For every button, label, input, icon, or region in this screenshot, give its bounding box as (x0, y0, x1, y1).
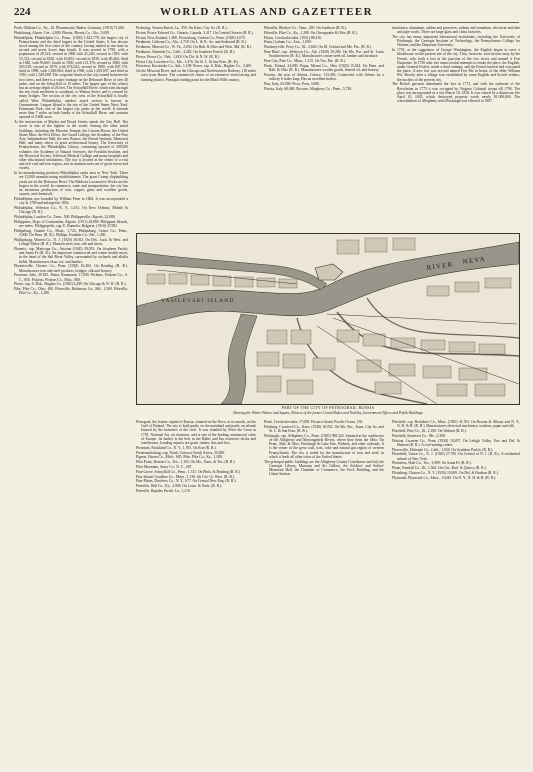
petrograd-map (136, 233, 520, 405)
gazetteer-entry: At the intersection of Market and Broad Streets stands the City Hall. The tower is one of the highest in the world. Among the other noted buildings, including the Masonic Temple, the Custom House, the United States Mint, the Post Office, the Girard College, the Academy of the Fine Arts, Independence Hall, the new Bourse, the Drexel Institute, Memorial Hall, and many others of great architectural beauty. The University of Pennsylvania, the Philadelphia Library, containing upward of 200,000 volumes; the Academy of Natural Sciences; the Franklin Institute, and the Historical Society. Jefferson Medical College and many hospitals and other educational institutions. The city is located at the center of a vast and rich coal and iron region, and its manufactures are of great extent and variety. (14, 120, 128, 171)
gazetteer-entry: Philadelphia was founded by William Penn in 1682. It was incorporated a city in 1789 and enlarged in 1854. (14, 197, 128, 206)
gazetteer-entry: Pierce, Pierce Co., Neb., 1,018. On Chi. & N. W. (R. R.). (136, 54, 221, 59)
gazetteer-entry: Piacenza, Italy, 39,825. Piatra, Roumania, 17,000. Pickens, Pickens Co., S. C., 850. Pickens, Pickens Co., Miss., 800. (14, 273, 128, 282)
gazetteer-entry: Pine Grove, Schuylkill Co., Penn., 1,311. On Phila. & Reading (R. R.). (136, 469, 241, 474)
page-number: 224 (14, 6, 31, 18)
gazetteer-entry: Philadelphia, Loudon Co., Tenn., 500. Philippeville, Algeria, 23,000. (14, 215, 116, 220)
gazetteer-entry: The city has many important educational institutions, including the University of Pittsburgh, the Carnegie Institute of Technology, the Pennsylvania College for Women, and the Duquesne University. (392, 35, 520, 48)
gazetteer-entry: Pittsfield, Somerset Co., Me., 2,300. (392, 433, 446, 438)
gazetteer-entry: On the Missouri River, and on the Chicago and Northwestern Railway, 118 miles west from Huron. The commercial center of an extensive stock-raising and farming district. Principal trading point for the Black Hills country. (136, 69, 256, 82)
gazetteer-entry: Pisa, Italy, 63,000. Pisco, Peru, 3,000. (264, 81, 320, 86)
gazetteer-entry: Pierce City, Lawrence Co., Mo., 1,476. On St. L. & San Fran. (R. R.). (136, 59, 239, 64)
page-header (14, 6, 519, 22)
gazetteer-entry: Pisek, Czechoslovakia, 17,000. Pitcairn Island, Pacific Ocean, 156. (264, 420, 364, 424)
gazetteer-entry: Pittsburg, Crawford Co., Kans. (1920) 18,052. On Mo. Pac., Kans. City So. and St. L. & San Fran. (R. R.). (264, 424, 384, 433)
gazetteer-entry: Philipsburg, Granite Co., Mont., 1,724. Philipsburg, Centre Co., Penn., 3,900. On Penn. (R. R.). Phillips, Franklin Co., Me., 1,200. (14, 228, 128, 238)
column-3-bottom (264, 420, 384, 750)
gazetteer-entry: Pima, Graham Co., Ariz., 1,000. (264, 40, 312, 45)
gazetteer-entry: Philadelphia, Philadelphia Co., Penn., (1920) 1,823,779, the largest city of Pennsylvania and the third largest in the United States. It has always stood among the first cities of the country, having ranked at one time as second and never lower than fourth. It was second in 1790, with a population of 28,522; second in 1800 with 41,220; second in 1810, with 53,722; second in 1820, with 63,802; second in 1830, with 80,462; third in 1840, with 93,665; fourth in 1850, with 121,376; second in 1860, with 565,529; second in 1870, with 674,022; second in 1880, with 847,170; third in 1890, with 1,046,964; third in 1900, with 1,293,697, and third in 1910, with 1,549,008. The corporate limits of the city extend between the two rivers, and there is a water frontage on the Delaware River of over 20 miles, and on the Schuylkill of 10 miles. The largest part of the wharfs has an average depth of 26 feet. The Schuylkill River, which runs through the city from northwest to southeast, to Walnut Street, and is crossed by many bridges. The section of the city west of the Schuylkill is locally called West Philadelphia; another noted section is known as Germantown. League Island is the site of the United States Navy Yard. Fairmount Park, one of the largest city parks in the world. It extends more than 7 miles on both banks of the Schuylkill River, and contains upward of 3,000 acres. (14, 35, 128, 120)
gazetteer-entry: Pilsen, Czechoslovakia. (1921) 88,416. (264, 35, 322, 40)
gazetteer-entry: Phillipsburg, Warren Co., N. J. (1920) 16,923. On Del., Lack. & West. and Lehigh Valley (R. R.). Manufactures iron, silk and shoes. (14, 237, 128, 247)
map-label-river: RIVER (426, 260, 455, 272)
column-2-bottom (136, 420, 256, 750)
gazetteer-entry: Plainfield, Union Co., N. J. (1920) 27,700. On Central of N. J. (R. R.). A residential suburb of New York. (392, 452, 520, 461)
gazetteer-entry: The British garrison abandoned the fort in 1772, and with the outbreak of the Revolution in 1775 it was occupied by Virginia Colonial troops till 1790. The place was incorporated as a city March 18, 1816. It was visited by a disastrous fire April 10, 1845, which destroyed property worth nearly $1,000,000. The consolidation of Allegheny with Pittsburgh was effected in 1907. (392, 82, 520, 104)
gazetteer-entry: Perth, Oldham Co., Ky., 20. Phonemonte, Baden, Germany. (1910) 73,286. (14, 26, 125, 30)
gazetteer-entry: Pilot Point, Denton Co., Tex., 1,163. On Mo., Kans. & Tex. (R. R.). (136, 460, 236, 465)
gazetteer-entry: Pittsburgh, cap. Allegheny Co., Penn. (1920) 588,343. Situated at the confluence of the Allegheny and Monongahela Rivers, where they form the Ohio. On Penn., Balt. & Ohio, Pittsburgh & Lake Erie, Wabash, and other railroads. It is the center of the great coal, iron, coke and natural gas region of western Pennsylvania. The city is noted for the manufacture of iron and steel, in which it leads all other cities of the United States. (264, 433, 384, 459)
map-drawing (137, 234, 519, 404)
gazetteer-entry: Phalsbourg, Alsace, Ger., 4,000. Phenix, Phenix Co., Ala., 5,009. (14, 30, 110, 35)
gazetteer-entry: The principal public buildings are the Allegheny County Courthouse and Jail, the Carnegie Library, Museum and Art Gallery, the Soldiers' and Sailors' Memorial Hall, the Chamber of Commerce, the Frick Building, and the Union Station. (264, 459, 384, 477)
gazetteer-entry: Pierceton, Kosciusko Co., Ind., 1,108. Pierre, cap. S. Dak., Hughes Co., 3,209. (136, 64, 253, 69)
map-caption: PART OF THE CITY OF PETROGRAD, RUSSIA (281, 405, 375, 410)
gazetteer-entry: Piedmont, Alameda Co., Calif., 4,282. On Southern Pacific (R. R.). (136, 49, 236, 54)
gazetteer-entry: Pickering, Vernon Parish, La., 350. On Kans. City So. (R. R.). (136, 26, 228, 30)
gazetteer-entry: Pikeville, Pike Co., Ky., 1,280. On Chesapeake & Ohio (R. R.). (264, 30, 358, 35)
column-1 (14, 26, 128, 742)
gazetteer-entry: Pine City, Pine Co., Minn., 1,315. On Nor. Pac. (R. R.). (264, 58, 346, 63)
gazetteer-entry: Pinsk, Poland, 24,000. Piqua, Miami Co., Ohio (1920) 15,044. On Penn. and Balt. & Ohio (R. R.). Manufactures woolen goods, linseed oil, and hosiery. (264, 63, 384, 72)
gazetteer-entry: Petrograd, the former capital of Russia, situated on the Neva, at its mouth, on the Gulf of Finland. The city is built partly on the mainland and partly on islands formed by the branches of the river. It was founded by Peter the Great in 1703. National Art, art treasures, and is one of the leading commercial cities of Europe. Its harbor is the best in the Baltic and has extensive docks and warehouses. Leading exports are grain, timber, flax and furs. (136, 420, 256, 446)
gazetteer-entry: Phoenixville, Chester Co., Penn. (1920) 10,484. On Reading (R. R.). Manufactures iron and steel products, bridges, silk and hosiery. (14, 264, 128, 273)
map-subcaption: Showing the Winter Palace and Square, Palaces of the former Grand Dukes and Nobility, Government Offices and Public Buildings (233, 411, 423, 415)
gazetteer-entry: Picton, New Zealand, 1,000. Pieriesburg, Carbon Co., Penn. (1920) 3,679. (136, 35, 246, 40)
gazetteer-entry: Pine Island, Goodhue Co., Minn., 1,138. On Chi. Gt. West. (R. R.). (136, 474, 235, 479)
header-rule (14, 22, 519, 23)
gazetteer-entry: Plymouth, Plymouth Co., Mass., 13,045. On N. Y., N. H. & H. (R. R.). (392, 475, 497, 480)
gazetteer-entry: Piedmont, Mineral Co., W. Va., 2,054. On Balt. & Ohio and West. Md. (R. R.). (136, 45, 253, 50)
gazetteer-entry: Pine Plains, Dutchess Co., N. Y., 677. On Central New Eng. (R. R.). (136, 479, 237, 484)
gazetteer-entry: Philadelphia, Jefferson Co., N. Y., 1,011. On New Orleans, Mobile & Chicago (R. R.). (14, 206, 128, 215)
gazetteer-entry: Pistoia, Italy, 68,000. Pitcairn, Allegheny Co., Penn., 5,738. (264, 86, 353, 91)
column-3-top (264, 26, 384, 230)
gazetteer-entry: Pike, Pike Co., Ohio, 400. Pikesville, Baltimore Co., Md., 1,560. Pikeville, Pike Co., Ky., 1,280. (14, 287, 128, 296)
gazetteer-entry: Pittsfield, Pike Co., Ill., 2,100. On Wabash (R. R.). (392, 429, 467, 433)
gazetteer-entry: In its manufacturing products Philadelphia ranks next to New York. There are 12,000 manufacturing establishments. The great Cramp shipbuilding yards are on the Delaware River. The Baldwin Locomotive Works are the largest in the world. In commerce, trade and transportation, the city has an enormous production of iron, copper, glass and woollen goods, carpets, and chemicals. (14, 171, 128, 197)
gazetteer-entry: Piraeus, the port of Athens, Greece, 133,482. Connected with Athens by a railway 6 miles long. Has an excellent harbor. (264, 72, 384, 81)
gazetteer-entry: Picton, Prince Edward Co., Ontario, Canada, 3,417. On Central Ontario (R. R.). (136, 30, 254, 35)
gazetteer-entry: Placerville, Eldorado Co., Calif., 1,650. On Southern Pacific (R. R.). (392, 447, 494, 452)
gazetteer-entry: machinery, aluminum, rubber and preserves, radium and vanadium, electrical and tube and pipe works. There are large glass and china factories. (392, 26, 520, 35)
gazetteer-entry: Pittston, Luzerne Co., Penn. (1920) 18,497. On Lehigh Valley, Erie and Del. & Hudson (R. R.). A coal-mining center. (392, 438, 520, 447)
column-4-bottom (392, 420, 520, 750)
gazetteer-entry: Phoenix, cap. Maricopa Co., Arizona (1920) 29,053. On Southern Pacific and Santa Fe (R. R.). An important commercial and winter health resort, in the heart of the Salt River Valley, surrounded by orchards and alfalfa fields. Manufactures flour, ice, and lumber. (14, 246, 128, 264)
map-label-island: VASILEVSKI ISLAND (161, 298, 235, 304)
gazetteer-entry: Pigeon, Huron Co., Mich., 685. Pike, Pike Co., Ky., 1,280. (136, 455, 223, 460)
gazetteer-entry: Pierre, cap. S. Dak., Hughes Co. (1920) 3,209. On Chicago & N. W. (R. R.). (14, 282, 127, 287)
gazetteer-entry: Plainview, Hale Co., Tex., 3,989. On Santa Fe (R. R.). (392, 461, 472, 466)
gazetteer-entry: Pikeville, Bledsoe Co., Tenn., 450. On Southern (R. R.). (264, 26, 347, 30)
gazetteer-entry: Piermont, Rockland Co., N. Y., 1,765. On Erie (R. R.). (136, 445, 217, 450)
gazetteer-entry: Pineville, Rapides Parish, La., 1,210. (136, 488, 191, 493)
gazetteer-entry: Pineville, Bell Co., Ky., 2,908. On Louis. & Nash. (R. R.). (136, 484, 223, 489)
map-label-neva: NEVA (462, 254, 487, 266)
page-title: WORLD ATLAS AND GAZETTEER (160, 6, 373, 18)
gazetteer-entry: Plano, Kendall Co., Ill., 1,562. On Chi., Burl. & Quincy (R. R.). (392, 466, 487, 471)
gazetteer-entry: Plattsburg, Clinton Co., N. Y. (1920) 10,909. On Del. & Hudson (R. R.). (392, 470, 499, 475)
gazetteer-entry: Piedmont, Calhoun Co., Ala., 2,718. On L. & N., So. and Seaboard (R. R.). (136, 40, 247, 45)
gazetteer-entry: Pinckneyville, Perry Co., Ill., 2,649. On Ill. Central and Mo. Pac. (R. R.). (264, 45, 373, 50)
gazetteer-entry: Pietermaritzburg, cap. Natal, Union of South Africa, 35,000. (136, 450, 226, 455)
gazetteer-entry: Pine Bluff, cap. Jefferson Co., Ark. (1920) 19,280. On Mo. Pac. and St. Louis Southwestern (R. R.). Manufactures cotton-seed oil, lumber and furniture. (264, 49, 384, 59)
column-4-top (392, 26, 520, 230)
gazetteer-entry: Philippines, Dept. of Constantine, Algeria. (1911) 28,890. Philippine Islands, see index. Philippopolis, cap. E. Rumelia, Bulgaria, (1910) 47,981. (14, 219, 128, 229)
gazetteer-entry: Pittsfield, cap. Berkshire Co., Mass. (1920) 41,763. On Boston & Albany and N. Y., N. H. & H. (R. R.). Manufactures electrical machinery, woolens, paper and silk. (392, 420, 520, 429)
column-2-top (136, 26, 256, 230)
gazetteer-entry: In 1753, at the suggestion of George Washington, the English began to erect a blockhouse on the present site of the city. They, however, were driven away by the French, who built a fort at the junction of the two rivers and named it Fort Duquesne. In 1758 after two unsuccessful attempts to retake the place, the English, under General Forbes, made a third attempt, and the French burned and evacuated the place. A new fort was erected named Fort Pitt in honor of the elder William Pitt. Shortly after a village was established by some English and Scotch settlers, the nucleus of the present city. (392, 48, 520, 82)
gazetteer-entry: Pilot Mountain, Surry Co., N. C., 607. (136, 465, 193, 469)
